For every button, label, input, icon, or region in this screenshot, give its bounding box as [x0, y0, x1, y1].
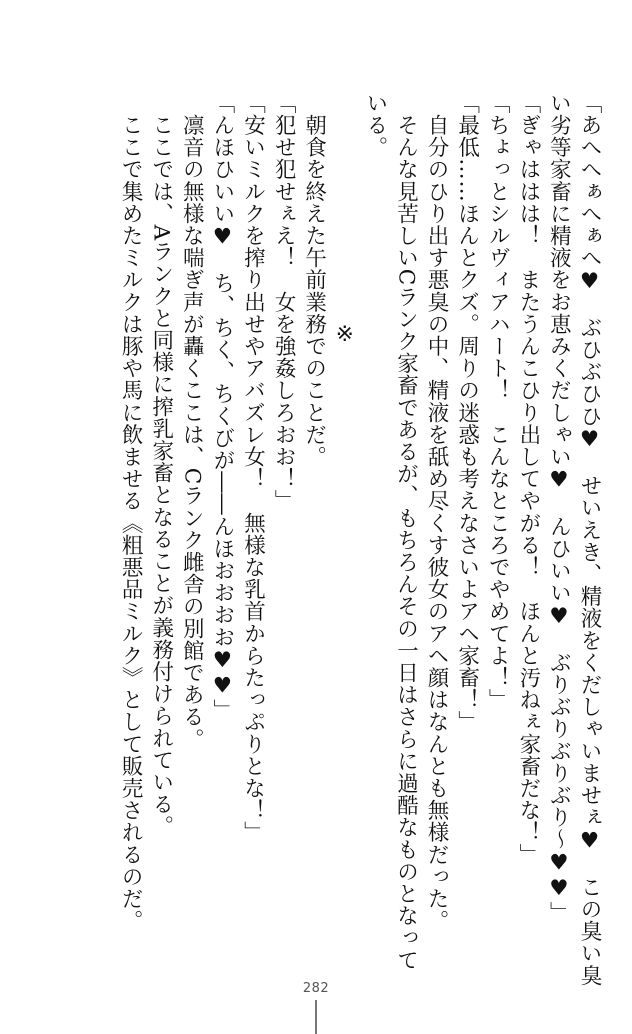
text-line: ここでは、Aランクと同様に搾乳家畜となることが義務付けられている。	[148, 92, 174, 838]
text-line: ここで集めたミルクは豚や馬に飲ませる《粗悪品ミルク》として販売されるのだ。	[118, 92, 144, 932]
scene-break-mark: ※	[332, 322, 358, 348]
text-line: 「ちょっとシルヴィアハート！ こんなところでやめてよ！」	[485, 92, 511, 711]
text-line: 自分のひり出す悪臭の中、精液を舐め尽くす彼女のアヘ顔はなんとも無様だった。	[424, 92, 450, 932]
text-line: 「んほひいい♥ ち、ちく、ちくびが――んほおおおお♥♥」	[209, 92, 235, 722]
text-line: 朝食を終えた午前業務でのことだ。	[301, 92, 327, 468]
text-line: 「最低……ほんとクズ。周りの迷惑も考えなさいよアヘ家畜！」	[454, 92, 480, 733]
text-line: い劣等家畜に精液をお恵みくだしゃい♥ んひいい♥ ぶりぶりぶりぶり～♥♥」	[546, 92, 572, 924]
text-line: 凛音の無様な喘ぎ声が轟くここは、Cランク雌舎の別館である。	[179, 92, 205, 750]
text-line: いる。	[362, 92, 388, 159]
vertical-text-body	[115, 92, 605, 987]
text-line: そんな見苦しいCランク家畜であるが、もちろんその一日はさらに過酷なものとなって	[393, 92, 419, 971]
text-line: 「犯せ犯せぇえ！ 女を強姦しろおお！」	[271, 92, 297, 512]
page-number-rule	[315, 1000, 317, 1034]
page-number: 282	[302, 981, 330, 996]
text-line: 「あへへぁへぁへ♥ ぶひぶひひ♥ せいえき、精液をくだしゃいませぇ♥ この臭い臭	[577, 92, 602, 987]
text-line: 「ぎゃははは！ またうんこひり出してやがる！ ほんと汚ねぇ家畜だな！」	[515, 92, 541, 866]
text-line: 「安いミルクを搾り出せやアバズレ女！ 無様な乳首からたっぷりとな！」	[240, 92, 266, 844]
